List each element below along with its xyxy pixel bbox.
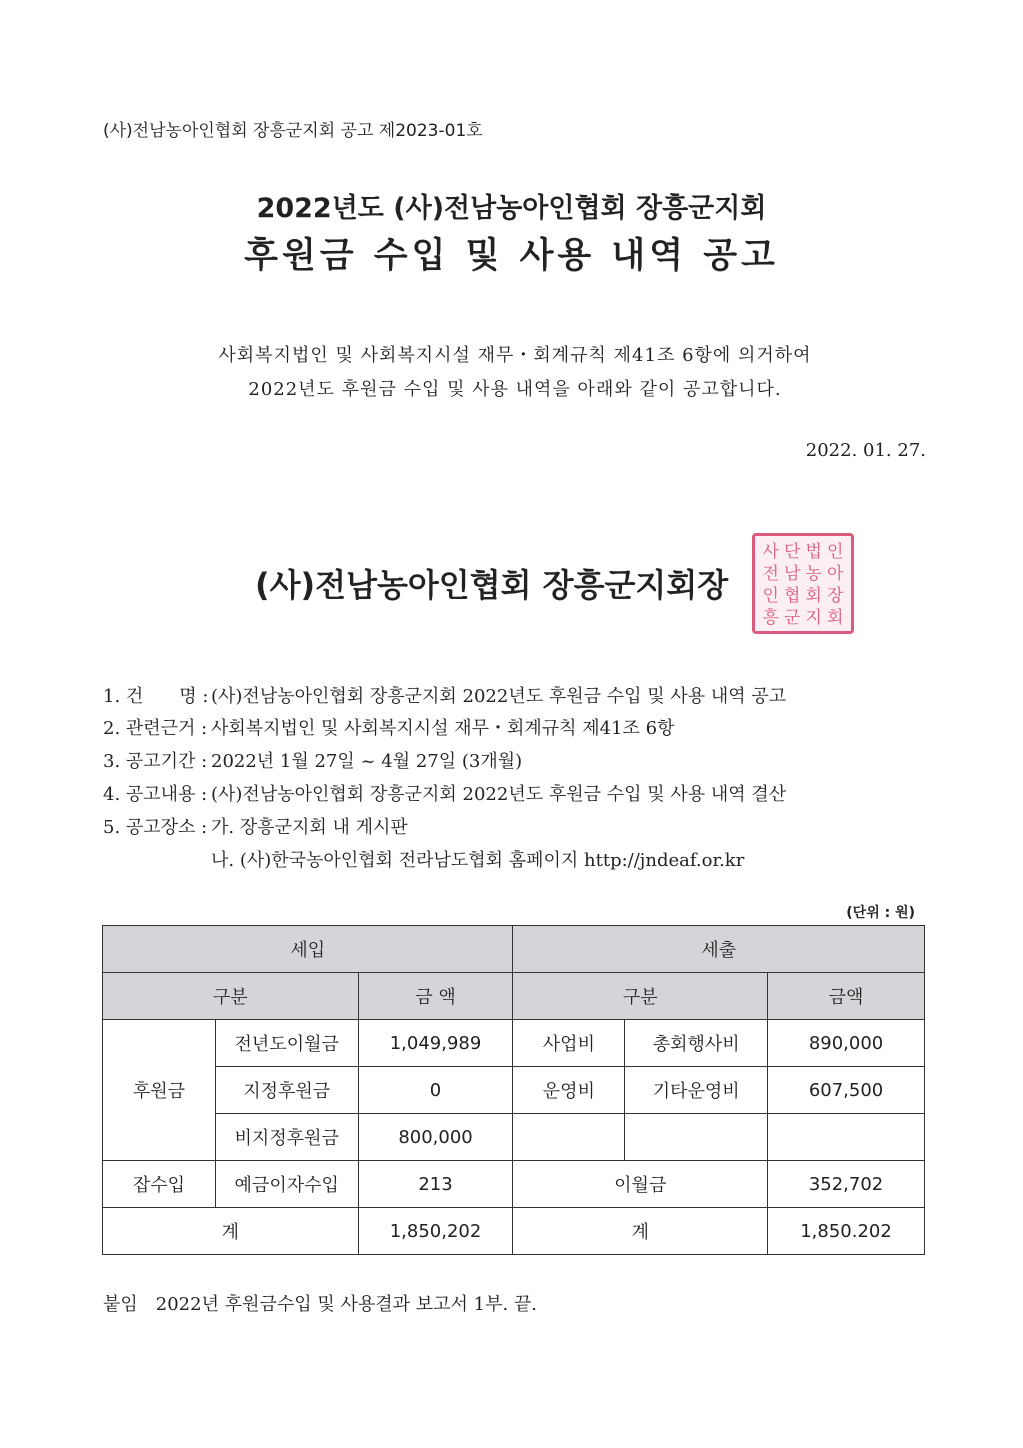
intro-line-2: 2022년도 후원금 수입 및 사용 내역을 아래와 같이 공고합니다. [248,379,782,400]
seal-glyph: 단 [784,542,801,562]
cell: 1,049,989 [358,1020,513,1067]
cell: 운영비 [513,1067,625,1114]
col-category: 구분 [513,973,768,1020]
item-value: 나. (사)한국농아인협회 전라남도협회 홈페이지 http://jndeaf.or.kr [211,850,745,871]
item-2 [103,714,675,740]
item-value: (사)전남농아인협회 장흥군지회 2022년도 후원금 수입 및 사용 내역 공고 [211,686,787,707]
cell: 607,500 [768,1067,925,1114]
cell: 예금이자수입 [215,1161,358,1208]
item-4 [103,780,786,806]
seal-glyph: 인 [827,542,844,562]
date: 2022. 01. 27. [805,440,926,461]
seal-glyph: 흥 [762,608,779,628]
cell: 기타운영비 [625,1067,768,1114]
table-row [103,1114,925,1161]
attachment-note: 붙임 2022년 후원금수입 및 사용결과 보고서 1부. 끝. [103,1294,538,1315]
seal-glyph: 전 [762,564,779,584]
item-label: 4. 공고내용 : [103,784,208,805]
total-label: 계 [103,1208,359,1255]
seal-glyph: 인 [762,586,779,606]
unit-label: (단위 : 원) [846,905,915,921]
cell: 총회행사비 [625,1020,768,1067]
item-5 [103,813,408,839]
title-line-2: 후원금 수입 및 사용 내역 공고 [244,236,779,276]
item-value: 가. 장흥군지회 내 게시판 [211,817,408,838]
cell: 이월금 [513,1161,768,1208]
seal-glyph: 남 [784,564,801,584]
item-label: 2. 관련근거 : [103,718,208,739]
seal-glyph: 지 [805,608,822,628]
notice-number: (사)전남농아인협회 장흥군지회 공고 제2023-01호 [103,121,483,141]
item-5b [103,846,744,872]
col-amount: 금액 [768,973,925,1020]
seal-glyph: 농 [805,564,822,584]
income-group: 잡수입 [103,1161,216,1208]
item-value: 2022년 1월 27일 ~ 4월 27일 (3개월) [211,751,523,772]
col-amount: 금 액 [358,973,513,1020]
issuer: (사)전남농아인협회 장흥군지회장 [255,566,729,604]
table-row [103,1161,925,1208]
table-row [103,1067,925,1114]
item-value: (사)전남농아인협회 장흥군지회 2022년도 후원금 수입 및 사용 내역 결산 [211,784,787,805]
seal-glyph: 회 [805,586,822,606]
cell: 전년도이월금 [215,1020,358,1067]
seal-glyph: 회 [827,608,844,628]
seal-glyph: 협 [784,586,801,606]
cell: 800,000 [358,1114,513,1161]
cell [513,1114,625,1161]
seal-glyph: 사 [762,542,779,562]
seal-glyph: 군 [784,608,801,628]
seal-glyph: 법 [805,542,822,562]
col-category: 구분 [103,973,359,1020]
cell: 지정후원금 [215,1067,358,1114]
income-group: 후원금 [103,1020,216,1161]
title-line-1: 2022년도 (사)전남농아인협회 장흥군지회 [256,193,767,224]
table-row [103,1020,925,1067]
budget-table [102,925,925,1255]
intro-line-1: 사회복지법인 및 사회복지시설 재무・회계규칙 제41조 6항에 의거하여 [218,345,812,366]
official-seal [752,533,854,634]
income-total: 1,850,202 [358,1208,513,1255]
total-label: 계 [513,1208,768,1255]
total-row [103,1208,925,1255]
expense-header: 세출 [513,926,925,973]
cell [768,1114,925,1161]
expense-total: 1,850.202 [768,1208,925,1255]
item-label: 5. 공고장소 : [103,817,208,838]
item-label: 3. 공고기간 : [103,751,208,772]
cell: 352,702 [768,1161,925,1208]
item-3 [103,747,522,773]
seal-glyph: 장 [827,586,844,606]
cell: 0 [358,1067,513,1114]
item-label: 1. 건 명 : [103,686,209,707]
item-value: 사회복지법인 및 사회복지시설 재무・회계규칙 제41조 6항 [211,718,675,739]
cell: 213 [358,1161,513,1208]
cell: 비지정후원금 [215,1114,358,1161]
seal-glyph: 아 [827,564,844,584]
item-1 [103,682,786,708]
cell: 사업비 [513,1020,625,1067]
cell [625,1114,768,1161]
cell: 890,000 [768,1020,925,1067]
income-header: 세입 [103,926,513,973]
